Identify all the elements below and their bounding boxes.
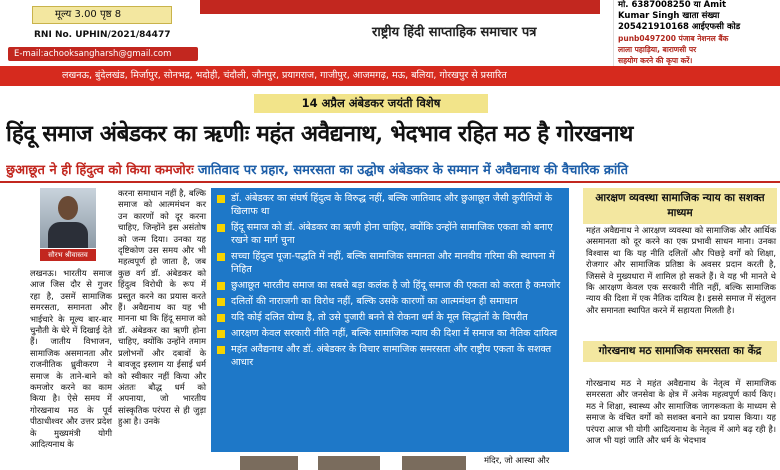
donation-line: punb0497200 पंजाब नेशनल बैंक (618, 34, 729, 43)
bullet-square-icon (217, 253, 225, 261)
email-strip: E-mail:achooksangharsh@gmail.com (8, 47, 198, 61)
bullet-square-icon (217, 330, 225, 338)
highlight-item (217, 327, 563, 340)
masthead (0, 0, 780, 66)
price-box: मूल्य 3.00 पृष्ठ 8 (32, 6, 172, 24)
highlight-item (217, 311, 563, 324)
newspaper-title-strip (200, 0, 600, 14)
tagline: राष्ट्रीय हिंदी साप्ताहिक समाचार पत्र (372, 25, 537, 40)
rni-number: RNI No. UPHIN/2021/84477 (34, 30, 171, 40)
donation-line: मो. 6387008250 या Amit (618, 0, 727, 10)
donation-notice (613, 0, 780, 66)
author-byline: सौरभ श्रीवास्तव (40, 249, 96, 261)
highlights-box (211, 188, 569, 452)
highlight-text: हिंदू समाज को डॉ. अंबेडकर का ऋणी होना चाहिए, क्योंकि उन्होंने सामाजिक एकता को बनाए रखने का मार्ग चुना (231, 222, 553, 246)
side-text-math: गोरखनाथ मठ ने महंत अवैद्यनाथ के नेतृत्व में सामाजिक समरसता और जनसेवा के क्षेत्र में अनेक महत्वपूर्ण कार्य किए। मठ ने शिक्षा, स्वास्थ्य और सामाजिक जागरूकता के माध्यम से समाज के वंचित वर्गों को सशक्त बनाने का प्रयास किया। यह परंपरा आज भी योगी आदित्यनाथ के नेतृत्व में आगे बढ़ रही है। आज भी यहां जाति और धर्म के भेदभाव (586, 378, 776, 446)
bullet-square-icon (217, 298, 225, 306)
highlight-item (217, 221, 563, 247)
subheadline (6, 160, 776, 178)
photo-strip (240, 456, 298, 470)
bullet-square-icon (217, 224, 225, 232)
photo-strip (402, 456, 466, 470)
bullet-square-icon (217, 195, 225, 203)
regions-strip: लखनऊ, बुंदेलखंड, मिर्जापुर, सोनभद्र, भदोही, चंदौली, जौनपुर, प्रयागराज, गाजीपुर, आजमगढ़, मऊ, बलिया, गोरखपुर से प्रसारित (0, 66, 780, 86)
highlight-text: डॉ. अंबेडकर का संघर्ष हिंदुत्व के विरुद्ध नहीं, बल्कि जातिवाद और छुआछूत जैसी कुरीतियों के खिलाफ था (231, 193, 553, 217)
donation-line: लाला पहाड़िया, बाराणसी पर (618, 45, 697, 54)
photo-strip (318, 456, 380, 470)
highlight-item (217, 343, 563, 369)
subhead-blue: जातिवाद पर प्रहार, समरसता का उद्घोष अंबेडकर के सम्मान में अवैद्यनाथ की वैचारिक क्रांति (197, 163, 629, 178)
article-column-left: लखनऊ। भारतीय समाज आज जिस दौर से गुजर रहा है, उसमें सामाजिक समरसता, समानता और भाईचारे के मूल्य बार-बार चुनौती के घेरे में दिखाई देते हैं। जातीय विभाजन, सामाजिक असमानता और राजनीतिक ध्रुवीकरण ने समाज के ताने-बाने को कमजोर करने का काम किया है। ऐसे समय में गोरखनाथ मठ के पूर्व पीठाधीश्वर और उत्तर प्रदेश के मुख्यमंत्री योगी आदित्यनाथ के (30, 268, 112, 450)
highlight-item (217, 279, 563, 292)
author-photo (40, 188, 96, 248)
highlight-item (217, 250, 563, 276)
photo-head (58, 196, 78, 220)
article-continuation: मंदिर, जो आस्था और (484, 455, 550, 465)
bullet-square-icon (217, 314, 225, 322)
photo-body (48, 222, 88, 248)
headline: हिंदू समाज अंबेडकर का ऋणीः महंत अवैद्यनाथ, भेदभाव रहित मठ है गोरखनाथ (6, 121, 633, 147)
highlight-text: यदि कोई दलित योग्य है, तो उसे पुजारी बनने से रोकना धर्म के मूल सिद्धांतों के विपरीत (231, 312, 528, 323)
donation-line: 205421910168 आईएफसी कोड (618, 22, 741, 32)
subhead-red: छुआछूत ने ही हिंदुत्व को किया कमजोरः (6, 163, 194, 178)
highlight-text: दलितों की नाराजगी का विरोध नहीं, बल्कि उसके कारणों का आत्ममंथन ही समाधान (231, 296, 518, 307)
article-column-mid: करना समाधान नहीं है, बल्कि समाज को आत्ममंथन कर उन कारणों को दूर करना चाहिए, जिन्होंने इस असंतोष को जन्म दिया। उनका यह दृष्टिकोण उस समय और भी महत्वपूर्ण हो जाता है, जब कुछ वर्ग डॉ. अंबेडकर को हिंदुत्व विरोधी के रूप में प्रस्तुत करने का प्रयास करते हैं। अवैद्यनाथ का यह भी मानना था कि हिंदू समाज को डॉ. अंबेडकर का ऋणी होना चाहिए, क्योंकि उन्होंने तमाम प्रलोभनों और दबावों के बावजूद इस्लाम या ईसाई धर्म को स्वीकार नहीं किया और अंततः बौद्ध धर्म को अपनाया, जो भारतीय सांस्कृतिक परंपरा से ही जुड़ा हुआ है। उनके (118, 188, 206, 427)
donation-line: सहयोग करने की कृपा करें। (618, 56, 693, 65)
highlight-text: छुआछूत भारतीय समाज का सबसे बड़ा कलंक है जो हिंदू समाज की एकता को करता है कमजोर (231, 280, 561, 291)
special-tag: 14 अप्रैल अंबेडकर जयंती विशेष (254, 94, 488, 113)
highlight-text: आरक्षण केवल सरकारी नीति नहीं, बल्कि सामाजिक न्याय की दिशा में समाज का नैतिक दायित्व (231, 328, 558, 339)
bullet-square-icon (217, 282, 225, 290)
highlight-item (217, 192, 563, 218)
side-heading-math: गोरखनाथ मठ सामाजिक समरसता का केंद्र (583, 341, 777, 362)
divider-rule (0, 181, 780, 183)
highlight-item (217, 295, 563, 308)
donation-line: Kumar Singh खाता संख्या (618, 11, 720, 21)
side-heading-reservation: आरक्षण व्यवस्था सामाजिक न्याय का सशक्त माध्यम (583, 188, 777, 224)
side-text-reservation: महंत अवैद्यनाथ ने आरक्षण व्यवस्था को सामाजिक और आर्थिक असमानता को दूर करने का एक प्रभावी साधन माना। उनका विश्वास था कि यह नीति दलितों और पिछड़े वर्गों को शिक्षा, रोजगार और सामाजिक प्रतिष्ठा के अवसर प्रदान करती है, जिससे वे मुख्यधारा में शामिल हो सकते हैं। वे यह भी मानते थे कि आरक्षण केवल एक सरकारी नीति नहीं, बल्कि सामाजिक न्याय की दिशा में एक नैतिक दायित्व है। इससे समाज में संतुलन और समानता स्थापित करने में सहायता मिलती है। (586, 225, 776, 315)
bullet-square-icon (217, 346, 225, 354)
highlight-text: महंत अवैद्यनाथ और डॉ. अंबेडकर के विचार सामाजिक समरसता और राष्ट्रीय एकता के सशक्त आधार (231, 344, 552, 368)
highlight-text: सच्चा हिंदुत्व पूजा-पद्धति में नहीं, बल्कि सामाजिक समानता और मानवीय गरिमा की स्थापना में निहित (231, 251, 555, 275)
masthead-left (4, 0, 194, 64)
